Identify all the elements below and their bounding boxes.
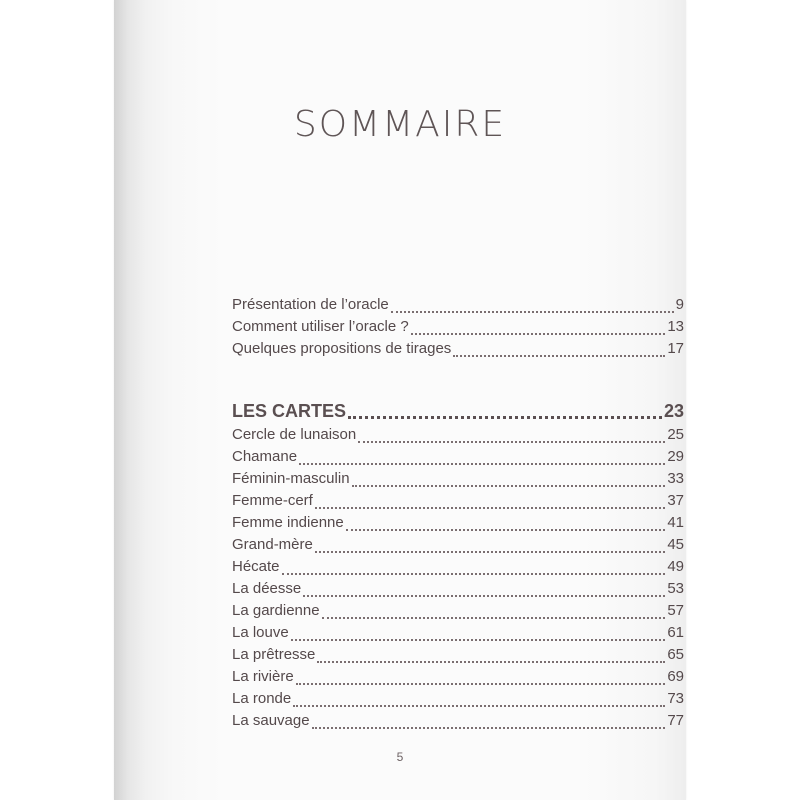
- toc-entry-label: Quelques propositions de tirages: [232, 340, 452, 357]
- dot-leader: [293, 699, 665, 707]
- dot-leader: [346, 523, 666, 531]
- dot-leader: [303, 589, 665, 597]
- toc-entry-page: 69: [667, 668, 684, 685]
- toc-row: [232, 316, 684, 338]
- toc-row: [232, 424, 684, 446]
- dot-leader: [352, 479, 666, 487]
- dot-leader: [348, 410, 662, 419]
- toc-row: [232, 710, 684, 732]
- toc-entry-label: Féminin-masculin: [232, 470, 350, 487]
- dot-leader: [296, 677, 666, 685]
- dot-leader: [391, 305, 674, 313]
- toc-row: [232, 468, 684, 490]
- dot-leader: [358, 435, 665, 443]
- toc-row: [232, 338, 684, 360]
- toc-entry-page: 77: [667, 712, 684, 729]
- toc-entry-page: 49: [667, 558, 684, 575]
- section-heading-page: 23: [663, 401, 684, 421]
- toc-entry-page: 73: [667, 690, 684, 707]
- toc-row: [232, 534, 684, 556]
- toc-entry-page: 17: [667, 340, 684, 357]
- toc-entry-label: La gardienne: [232, 602, 320, 619]
- cards-toc: [232, 398, 684, 732]
- toc-entry-page: 37: [667, 492, 684, 509]
- toc-entry-label: Chamane: [232, 448, 298, 465]
- toc-row: [232, 490, 684, 512]
- toc-entry-label: Grand-mère: [232, 536, 313, 553]
- book-page: [114, 0, 686, 800]
- toc-entry-page: 53: [667, 580, 684, 597]
- toc-entry-page: 29: [667, 448, 684, 465]
- toc-row: [232, 622, 684, 644]
- toc-entry-page: 65: [667, 646, 684, 663]
- toc-entry-page: 13: [667, 318, 684, 335]
- toc-entry-page: 25: [667, 426, 684, 443]
- toc-entry-label: La rivière: [232, 668, 294, 685]
- dot-leader: [315, 545, 665, 553]
- toc-row: [232, 446, 684, 468]
- left-margin: [0, 0, 114, 800]
- toc-entry-label: Femme-cerf: [232, 492, 313, 509]
- toc-row: [232, 666, 684, 688]
- toc-row: [232, 512, 684, 534]
- toc-entry-page: 57: [667, 602, 684, 619]
- toc-row: [232, 688, 684, 710]
- toc-entry-page: 45: [667, 536, 684, 553]
- dot-leader: [312, 721, 666, 729]
- toc-entry-label: Comment utiliser l’oracle ?: [232, 318, 409, 335]
- toc-row: [232, 556, 684, 578]
- dot-leader: [282, 567, 666, 575]
- toc-entry-label: La ronde: [232, 690, 292, 707]
- intro-toc: [232, 294, 684, 360]
- toc-entry-label: La sauvage: [232, 712, 310, 729]
- toc-entry-label: Cercle de lunaison: [232, 426, 357, 443]
- dot-leader: [315, 501, 665, 509]
- toc-entry-label: Présentation de l’oracle: [232, 296, 389, 313]
- page-number: 5: [396, 750, 404, 764]
- right-margin: [686, 0, 800, 800]
- dot-leader: [411, 327, 666, 335]
- dot-leader: [291, 633, 666, 641]
- dot-leader: [322, 611, 666, 619]
- toc-entry-page: 9: [675, 296, 684, 313]
- toc-entry-label: La louve: [232, 624, 289, 641]
- toc-entry-label: Femme indienne: [232, 514, 344, 531]
- toc-row: [232, 294, 684, 316]
- page-title: SOMMAIRE: [293, 104, 507, 145]
- toc-entry-page: 41: [667, 514, 684, 531]
- toc-entry-label: La prêtresse: [232, 646, 316, 663]
- dot-leader: [317, 655, 665, 663]
- dot-leader: [453, 349, 665, 357]
- section-heading: [232, 398, 684, 424]
- toc-entry-label: La déesse: [232, 580, 302, 597]
- toc-row: [232, 600, 684, 622]
- toc-entry-page: 61: [667, 624, 684, 641]
- dot-leader: [299, 457, 665, 465]
- toc-row: [232, 644, 684, 666]
- toc-entry-page: 33: [667, 470, 684, 487]
- section-heading-label: LES CARTES: [232, 401, 347, 421]
- toc-row: [232, 578, 684, 600]
- toc-entry-label: Hécate: [232, 558, 280, 575]
